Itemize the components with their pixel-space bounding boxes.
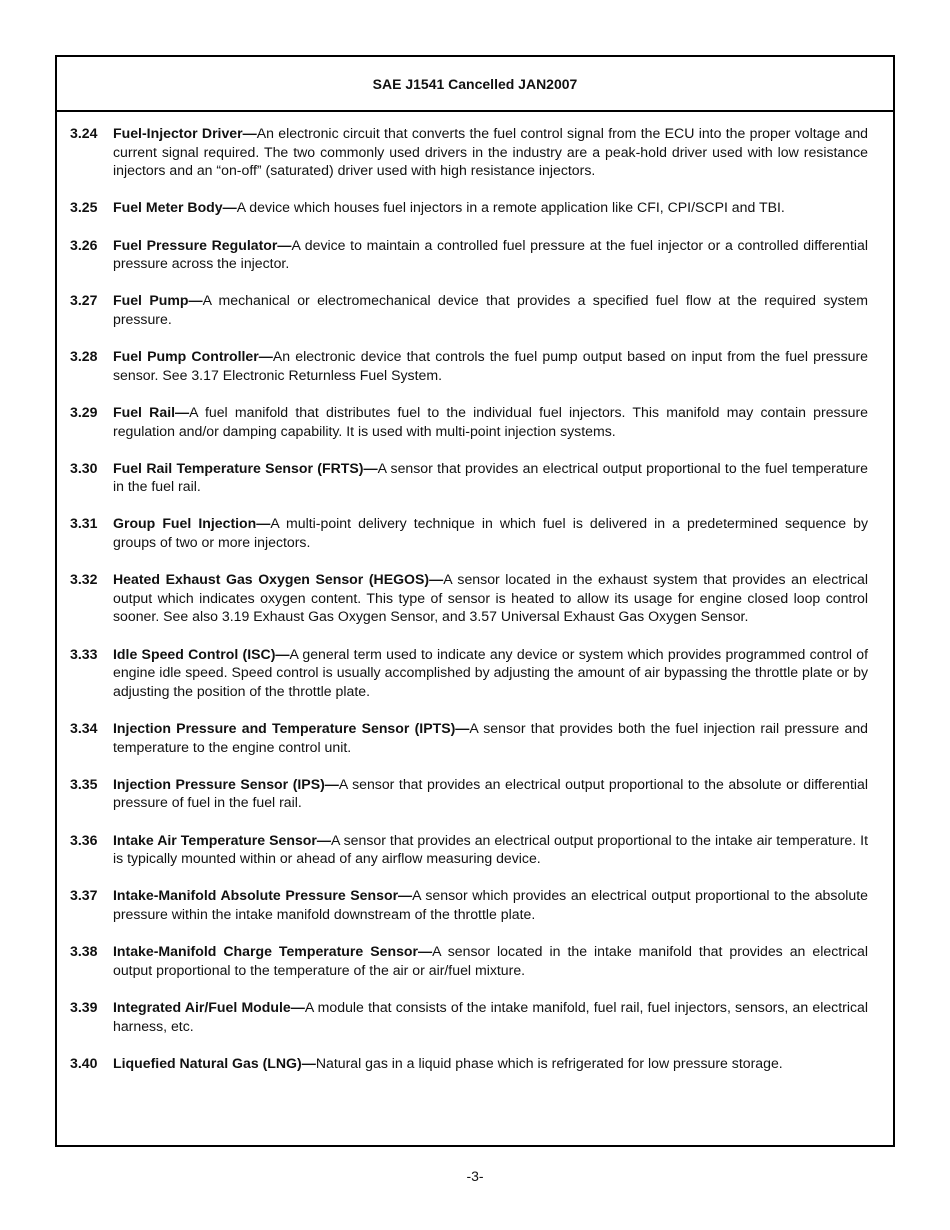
definition-item: [70, 1054, 868, 1073]
definition-description: A device which houses fuel injectors in a remote application like CFI, CPI/SCPI and TBI.: [236, 199, 785, 216]
definition-item: [70, 347, 868, 384]
section-number: 3.31: [70, 515, 98, 532]
definition-text: [113, 570, 868, 626]
definition-term: Idle Speed Control (ISC)—: [113, 645, 290, 662]
definition-item: [70, 459, 868, 496]
definition-item: [70, 124, 868, 180]
definition-item: [70, 886, 868, 923]
section-number: 3.40: [70, 1054, 98, 1071]
definition-description: A sensor that provides an electrical output proportional to the intake air temperature. It is typically mounted within or ahead of any airflow measuring device.: [113, 831, 868, 867]
definition-description: A sensor which provides an electrical output proportional to the absolute pressure within the intake manifold downstream of the throttle plate.: [113, 887, 869, 922]
section-number: 3.34: [70, 720, 98, 736]
definition-text: [113, 124, 868, 180]
definition-item: [70, 291, 868, 328]
definition-item: [70, 403, 868, 440]
definition-term: Fuel-Injector Driver—: [113, 125, 257, 141]
definition-term: Fuel Pump Controller—: [113, 348, 273, 365]
definition-term: Intake-Manifold Absolute Pressure Sensor—: [113, 887, 413, 904]
definition-description: A sensor that provides both the fuel injection rail pressure and temperature to the engine control unit.: [113, 720, 868, 755]
definition-description: An electronic circuit that converts the fuel control signal from the ECU into the proper voltage and current signal required. The two commonly used drivers in the industry are a peak-hold driver used with low resistance injectors and an “on-off” (saturated) driver used with high resistance injectors.: [113, 125, 868, 179]
definition-text: [113, 775, 868, 812]
section-number: 3.37: [70, 887, 98, 904]
definition-text: [113, 886, 868, 923]
definition-description: A general term used to indicate any device or system which provides programmed control of engine idle speed. Speed control is usually accomplished by adjusting the amount of air bypassing the throttle plate or by adjusting the position of the throttle plate.: [113, 645, 868, 699]
definition-term: Fuel Pump—: [113, 292, 203, 309]
definition-text: [113, 831, 868, 868]
definition-term: Fuel Rail—: [113, 403, 190, 420]
definition-term: Heated Exhaust Gas Oxygen Sensor (HEGOS)—: [113, 571, 444, 588]
definition-description: A sensor that provides an electrical output proportional to the fuel temperature in the fuel rail.: [113, 459, 868, 495]
section-number: 3.29: [70, 403, 98, 420]
definition-description: A multi-point delivery technique in which fuel is delivered in a predetermined sequence by groups of two or more injectors.: [113, 515, 868, 551]
definition-text: [113, 347, 868, 384]
definition-item: [70, 831, 868, 868]
document-header: [57, 57, 893, 112]
definition-text: [113, 1054, 868, 1073]
definition-description: A sensor located in the exhaust system that provides an electrical output which indicates oxygen content. This type of sensor is heated to allow its usage for engine closed loop control sooner. See also 3.19 Exhaust Gas Oxygen Sensor, and 3.57 Universal Exhaust Gas Oxygen Sensor.: [113, 571, 868, 625]
definition-term: Intake Air Temperature Sensor—: [113, 831, 331, 848]
section-number: 3.28: [70, 348, 98, 365]
definition-item: [70, 998, 868, 1035]
definition-description: A sensor that provides an electrical output proportional to the absolute or differential pressure of fuel in the fuel rail.: [113, 775, 869, 811]
definition-term: Liquefied Natural Gas (LNG)—: [113, 1054, 316, 1071]
section-number: 3.33: [70, 645, 98, 662]
section-number: 3.27: [70, 292, 98, 309]
section-number: 3.32: [70, 571, 98, 588]
definition-item: [70, 775, 868, 812]
definition-item: [70, 236, 868, 273]
definition-description: A mechanical or electromechanical device that provides a specified fuel flow at the required system pressure.: [113, 292, 868, 327]
document-title: SAE J1541 Cancelled JAN2007: [372, 75, 578, 92]
definition-text: [113, 403, 868, 440]
definition-item: [70, 942, 868, 979]
section-number: 3.25: [70, 199, 98, 216]
definition-text: [113, 198, 868, 217]
definition-item: [70, 198, 868, 217]
section-number: 3.35: [70, 775, 98, 792]
definition-term: Fuel Pressure Regulator—: [113, 236, 292, 253]
definition-text: [113, 645, 868, 701]
definition-description: An electronic device that controls the fuel pump output based on input from the fuel pressure sensor. See 3.17 Electronic Returnless Fuel System.: [113, 348, 868, 383]
definition-description: A fuel manifold that distributes fuel to the individual fuel injectors. This manifold may contain pressure regulation and/or damping capability. It is used with multi-point injection systems.: [113, 403, 868, 439]
definitions-list: [57, 112, 893, 1072]
section-number: 3.30: [70, 459, 98, 476]
definition-description: A device to maintain a controlled fuel pressure at the fuel injector or a controlled differential pressure across the injector.: [113, 236, 868, 272]
definition-text: [113, 719, 868, 756]
definition-description: A sensor located in the intake manifold that provides an electrical output proportional to the temperature of the air or air/fuel mixture.: [113, 943, 868, 978]
definition-text: [113, 291, 868, 328]
definition-term: Intake-Manifold Charge Temperature Sensor—: [113, 943, 433, 960]
page-number: -3-: [466, 1168, 484, 1184]
definition-term: Injection Pressure and Temperature Sensor (IPTS)—: [113, 720, 470, 736]
definition-term: Group Fuel Injection—: [113, 515, 271, 532]
definition-text: [113, 514, 868, 551]
definition-text: [113, 236, 868, 273]
definition-item: [70, 570, 868, 626]
definition-description: A module that consists of the intake manifold, fuel rail, fuel injectors, sensors, an electrical harness, etc.: [113, 998, 868, 1034]
definition-term: Fuel Meter Body—: [113, 199, 237, 216]
definition-description: Natural gas in a liquid phase which is refrigerated for low pressure storage.: [315, 1054, 783, 1071]
definition-item: [70, 719, 868, 756]
section-number: 3.38: [70, 943, 98, 960]
definition-item: [70, 514, 868, 551]
section-number: 3.39: [70, 998, 98, 1015]
document-frame: [55, 55, 895, 1147]
section-number: 3.26: [70, 236, 98, 253]
section-number: 3.24: [70, 125, 98, 141]
definition-term: Fuel Rail Temperature Sensor (FRTS)—: [113, 459, 378, 476]
section-number: 3.36: [70, 831, 98, 848]
definition-item: [70, 645, 868, 701]
definition-text: [113, 459, 868, 496]
definition-term: Integrated Air/Fuel Module—: [113, 998, 305, 1015]
definition-term: Injection Pressure Sensor (IPS)—: [113, 775, 339, 792]
definition-text: [113, 998, 868, 1035]
definition-text: [113, 942, 868, 979]
